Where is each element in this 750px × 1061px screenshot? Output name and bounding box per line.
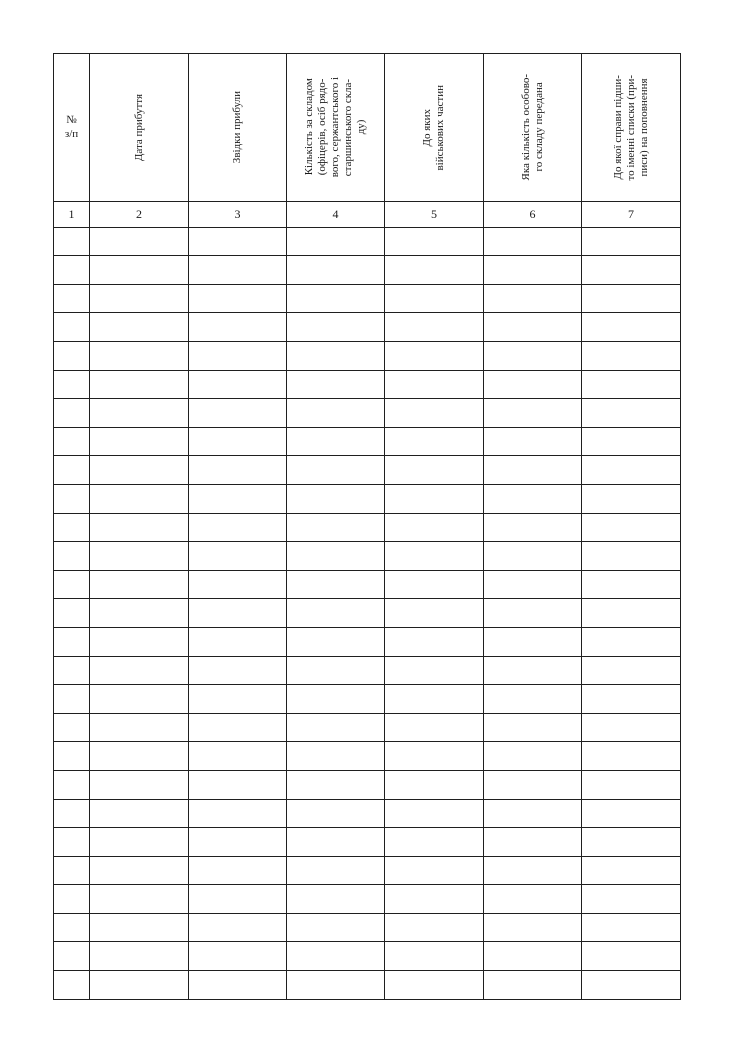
empty-cell[interactable] <box>385 542 484 571</box>
empty-cell[interactable] <box>90 856 189 885</box>
empty-cell[interactable] <box>90 370 189 399</box>
empty-cell[interactable] <box>189 456 287 485</box>
empty-cell[interactable] <box>287 456 385 485</box>
table-row <box>54 342 681 371</box>
empty-cell[interactable] <box>582 656 681 685</box>
header-cell-case-file <box>582 54 681 202</box>
empty-cell[interactable] <box>54 770 90 799</box>
empty-cell[interactable] <box>287 484 385 513</box>
empty-cell[interactable] <box>287 599 385 628</box>
table-row <box>54 799 681 828</box>
table-row <box>54 570 681 599</box>
column-number: 7 <box>582 201 681 227</box>
empty-cell[interactable] <box>189 742 287 771</box>
empty-cell[interactable] <box>582 484 681 513</box>
empty-cell[interactable] <box>54 484 90 513</box>
empty-cell[interactable] <box>189 627 287 656</box>
empty-cell[interactable] <box>484 456 582 485</box>
empty-cell[interactable] <box>582 799 681 828</box>
empty-cell[interactable] <box>90 913 189 942</box>
empty-cell[interactable] <box>90 942 189 971</box>
empty-cell[interactable] <box>385 856 484 885</box>
empty-cell[interactable] <box>385 456 484 485</box>
table-row <box>54 484 681 513</box>
table-row <box>54 313 681 342</box>
column-number: 6 <box>484 201 582 227</box>
column-number: 5 <box>385 201 484 227</box>
empty-cell[interactable] <box>189 513 287 542</box>
empty-cell[interactable] <box>287 913 385 942</box>
table-row <box>54 885 681 914</box>
empty-cell[interactable] <box>54 342 90 371</box>
empty-cell[interactable] <box>385 828 484 857</box>
empty-cell[interactable] <box>54 856 90 885</box>
empty-cell[interactable] <box>385 399 484 428</box>
empty-cell[interactable] <box>189 256 287 285</box>
header-cell-number <box>54 54 90 202</box>
empty-cell[interactable] <box>484 370 582 399</box>
empty-cell[interactable] <box>54 399 90 428</box>
empty-cell[interactable] <box>54 799 90 828</box>
empty-cell[interactable] <box>287 885 385 914</box>
empty-cell[interactable] <box>582 313 681 342</box>
table-row <box>54 256 681 285</box>
table-row <box>54 913 681 942</box>
header-label-transferred-count: Яка кількість особово- го складу передана <box>519 74 545 181</box>
empty-cell[interactable] <box>287 942 385 971</box>
empty-cell[interactable] <box>385 713 484 742</box>
empty-cell[interactable] <box>90 770 189 799</box>
table-row <box>54 284 681 313</box>
empty-cell[interactable] <box>385 313 484 342</box>
empty-cell[interactable] <box>484 971 582 1000</box>
table-row <box>54 427 681 456</box>
empty-cell[interactable] <box>54 370 90 399</box>
empty-cell[interactable] <box>484 913 582 942</box>
empty-cell[interactable] <box>54 656 90 685</box>
table-row <box>54 942 681 971</box>
table-row <box>54 770 681 799</box>
empty-cell[interactable] <box>287 313 385 342</box>
empty-cell[interactable] <box>287 256 385 285</box>
empty-cell[interactable] <box>54 828 90 857</box>
empty-cell[interactable] <box>287 856 385 885</box>
empty-cell[interactable] <box>90 742 189 771</box>
empty-cell[interactable] <box>582 828 681 857</box>
empty-cell[interactable] <box>90 971 189 1000</box>
empty-cell[interactable] <box>54 685 90 714</box>
header-row <box>54 54 681 202</box>
empty-cell[interactable] <box>385 570 484 599</box>
empty-cell[interactable] <box>582 427 681 456</box>
empty-cell[interactable] <box>582 342 681 371</box>
header-label-quantity-by-rank: Кількість за складом (офіцерів, осіб рядо- вого, сержантського і старшинського скла- ду) <box>303 77 367 178</box>
empty-cell[interactable] <box>385 342 484 371</box>
empty-cell[interactable] <box>90 570 189 599</box>
empty-cell[interactable] <box>189 713 287 742</box>
empty-cell[interactable] <box>385 599 484 628</box>
empty-cell[interactable] <box>90 627 189 656</box>
empty-cell[interactable] <box>287 799 385 828</box>
empty-cell[interactable] <box>287 370 385 399</box>
empty-cell[interactable] <box>582 627 681 656</box>
empty-cell[interactable] <box>90 484 189 513</box>
empty-cell[interactable] <box>385 885 484 914</box>
empty-cell[interactable] <box>189 542 287 571</box>
empty-cell[interactable] <box>484 427 582 456</box>
table-body <box>54 227 681 999</box>
empty-cell[interactable] <box>189 770 287 799</box>
table-row <box>54 713 681 742</box>
empty-cell[interactable] <box>54 427 90 456</box>
empty-cell[interactable] <box>189 370 287 399</box>
empty-cell[interactable] <box>385 427 484 456</box>
empty-cell[interactable] <box>90 885 189 914</box>
empty-cell[interactable] <box>484 942 582 971</box>
header-cell-quantity-by-rank <box>287 54 385 202</box>
empty-cell[interactable] <box>54 885 90 914</box>
empty-cell[interactable] <box>582 713 681 742</box>
empty-cell[interactable] <box>54 570 90 599</box>
empty-cell[interactable] <box>90 713 189 742</box>
empty-cell[interactable] <box>189 313 287 342</box>
empty-cell[interactable] <box>189 971 287 1000</box>
table-row <box>54 685 681 714</box>
column-number: 4 <box>287 201 385 227</box>
empty-cell[interactable] <box>582 513 681 542</box>
empty-cell[interactable] <box>385 484 484 513</box>
empty-cell[interactable] <box>484 570 582 599</box>
empty-cell[interactable] <box>287 284 385 313</box>
empty-cell[interactable] <box>189 599 287 628</box>
empty-cell[interactable] <box>90 656 189 685</box>
empty-cell[interactable] <box>90 799 189 828</box>
empty-cell[interactable] <box>385 627 484 656</box>
table-row <box>54 513 681 542</box>
empty-cell[interactable] <box>484 313 582 342</box>
empty-cell[interactable] <box>582 456 681 485</box>
empty-cell[interactable] <box>287 713 385 742</box>
table-row <box>54 370 681 399</box>
empty-cell[interactable] <box>189 284 287 313</box>
empty-cell[interactable] <box>287 427 385 456</box>
header-cell-origin <box>189 54 287 202</box>
empty-cell[interactable] <box>385 656 484 685</box>
empty-cell[interactable] <box>484 227 582 256</box>
empty-cell[interactable] <box>90 227 189 256</box>
empty-cell[interactable] <box>582 770 681 799</box>
empty-cell[interactable] <box>484 685 582 714</box>
table-row <box>54 456 681 485</box>
empty-cell[interactable] <box>385 770 484 799</box>
empty-cell[interactable] <box>582 570 681 599</box>
empty-cell[interactable] <box>484 513 582 542</box>
empty-cell[interactable] <box>189 656 287 685</box>
table-row <box>54 656 681 685</box>
empty-cell[interactable] <box>287 342 385 371</box>
empty-cell[interactable] <box>484 885 582 914</box>
empty-cell[interactable] <box>189 685 287 714</box>
column-number: 3 <box>189 201 287 227</box>
empty-cell[interactable] <box>287 570 385 599</box>
empty-cell[interactable] <box>54 227 90 256</box>
empty-cell[interactable] <box>90 599 189 628</box>
empty-cell[interactable] <box>54 256 90 285</box>
empty-cell[interactable] <box>189 799 287 828</box>
empty-cell[interactable] <box>484 799 582 828</box>
header-cell-transferred-count <box>484 54 582 202</box>
empty-cell[interactable] <box>54 513 90 542</box>
empty-cell[interactable] <box>385 971 484 1000</box>
empty-cell[interactable] <box>582 971 681 1000</box>
table-row <box>54 856 681 885</box>
empty-cell[interactable] <box>189 484 287 513</box>
empty-cell[interactable] <box>484 256 582 285</box>
empty-cell[interactable] <box>484 770 582 799</box>
empty-cell[interactable] <box>582 542 681 571</box>
empty-cell[interactable] <box>385 742 484 771</box>
empty-cell[interactable] <box>484 342 582 371</box>
empty-cell[interactable] <box>90 513 189 542</box>
empty-cell[interactable] <box>484 742 582 771</box>
empty-cell[interactable] <box>54 599 90 628</box>
empty-cell[interactable] <box>90 427 189 456</box>
empty-cell[interactable] <box>582 227 681 256</box>
empty-cell[interactable] <box>90 256 189 285</box>
empty-cell[interactable] <box>90 542 189 571</box>
empty-cell[interactable] <box>189 913 287 942</box>
empty-cell[interactable] <box>287 828 385 857</box>
empty-cell[interactable] <box>287 770 385 799</box>
table-row <box>54 227 681 256</box>
empty-cell[interactable] <box>484 713 582 742</box>
empty-cell[interactable] <box>385 799 484 828</box>
empty-cell[interactable] <box>287 742 385 771</box>
empty-cell[interactable] <box>582 742 681 771</box>
empty-cell[interactable] <box>54 913 90 942</box>
empty-cell[interactable] <box>582 284 681 313</box>
empty-cell[interactable] <box>189 570 287 599</box>
arrival-register-table <box>53 53 681 1000</box>
empty-cell[interactable] <box>484 484 582 513</box>
empty-cell[interactable] <box>90 313 189 342</box>
empty-cell[interactable] <box>287 399 385 428</box>
header-cell-arrival-date <box>90 54 189 202</box>
empty-cell[interactable] <box>287 513 385 542</box>
empty-cell[interactable] <box>54 456 90 485</box>
empty-cell[interactable] <box>90 685 189 714</box>
empty-cell[interactable] <box>582 256 681 285</box>
empty-cell[interactable] <box>90 284 189 313</box>
empty-cell[interactable] <box>287 542 385 571</box>
empty-cell[interactable] <box>90 828 189 857</box>
empty-cell[interactable] <box>189 227 287 256</box>
empty-cell[interactable] <box>484 828 582 857</box>
empty-cell[interactable] <box>582 599 681 628</box>
empty-cell[interactable] <box>189 399 287 428</box>
empty-cell[interactable] <box>582 685 681 714</box>
empty-cell[interactable] <box>484 399 582 428</box>
empty-cell[interactable] <box>385 284 484 313</box>
empty-cell[interactable] <box>287 971 385 1000</box>
empty-cell[interactable] <box>189 885 287 914</box>
empty-cell[interactable] <box>54 313 90 342</box>
table-row <box>54 542 681 571</box>
empty-cell[interactable] <box>90 456 189 485</box>
empty-cell[interactable] <box>54 971 90 1000</box>
header-label-number: № з/п <box>64 114 79 141</box>
empty-cell[interactable] <box>484 542 582 571</box>
empty-cell[interactable] <box>54 284 90 313</box>
empty-cell[interactable] <box>54 627 90 656</box>
empty-cell[interactable] <box>582 856 681 885</box>
empty-cell[interactable] <box>287 627 385 656</box>
empty-cell[interactable] <box>90 342 189 371</box>
empty-cell[interactable] <box>189 942 287 971</box>
empty-cell[interactable] <box>484 599 582 628</box>
header-label-case-file: До якої справи підши- то іменні списки (при- писи) на поповнення <box>611 74 650 181</box>
header-label-arrival-date: Дата прибуття <box>132 93 145 161</box>
empty-cell[interactable] <box>385 942 484 971</box>
empty-cell[interactable] <box>582 399 681 428</box>
table-row <box>54 971 681 1000</box>
empty-cell[interactable] <box>484 656 582 685</box>
empty-cell[interactable] <box>385 256 484 285</box>
empty-cell[interactable] <box>582 370 681 399</box>
column-number: 1 <box>54 201 90 227</box>
empty-cell[interactable] <box>385 370 484 399</box>
empty-cell[interactable] <box>385 685 484 714</box>
empty-cell[interactable] <box>189 828 287 857</box>
empty-cell[interactable] <box>287 685 385 714</box>
empty-cell[interactable] <box>582 885 681 914</box>
header-label-destination-units: До яких військових частин <box>421 84 446 171</box>
empty-cell[interactable] <box>582 942 681 971</box>
empty-cell[interactable] <box>385 513 484 542</box>
empty-cell[interactable] <box>385 913 484 942</box>
table-row <box>54 828 681 857</box>
empty-cell[interactable] <box>189 342 287 371</box>
empty-cell[interactable] <box>54 942 90 971</box>
table-row <box>54 627 681 656</box>
table-row <box>54 599 681 628</box>
table-row <box>54 742 681 771</box>
empty-cell[interactable] <box>582 913 681 942</box>
empty-cell[interactable] <box>90 399 189 428</box>
table-row <box>54 399 681 428</box>
header-label-origin: Звідки прибули <box>231 91 243 164</box>
header-cell-destination-units <box>385 54 484 202</box>
empty-cell[interactable] <box>385 227 484 256</box>
empty-cell[interactable] <box>484 856 582 885</box>
empty-cell[interactable] <box>484 284 582 313</box>
empty-cell[interactable] <box>287 227 385 256</box>
column-number-row <box>54 201 681 227</box>
empty-cell[interactable] <box>287 656 385 685</box>
column-number: 2 <box>90 201 189 227</box>
empty-cell[interactable] <box>54 742 90 771</box>
empty-cell[interactable] <box>54 713 90 742</box>
empty-cell[interactable] <box>484 627 582 656</box>
empty-cell[interactable] <box>189 427 287 456</box>
empty-cell[interactable] <box>54 542 90 571</box>
empty-cell[interactable] <box>189 856 287 885</box>
